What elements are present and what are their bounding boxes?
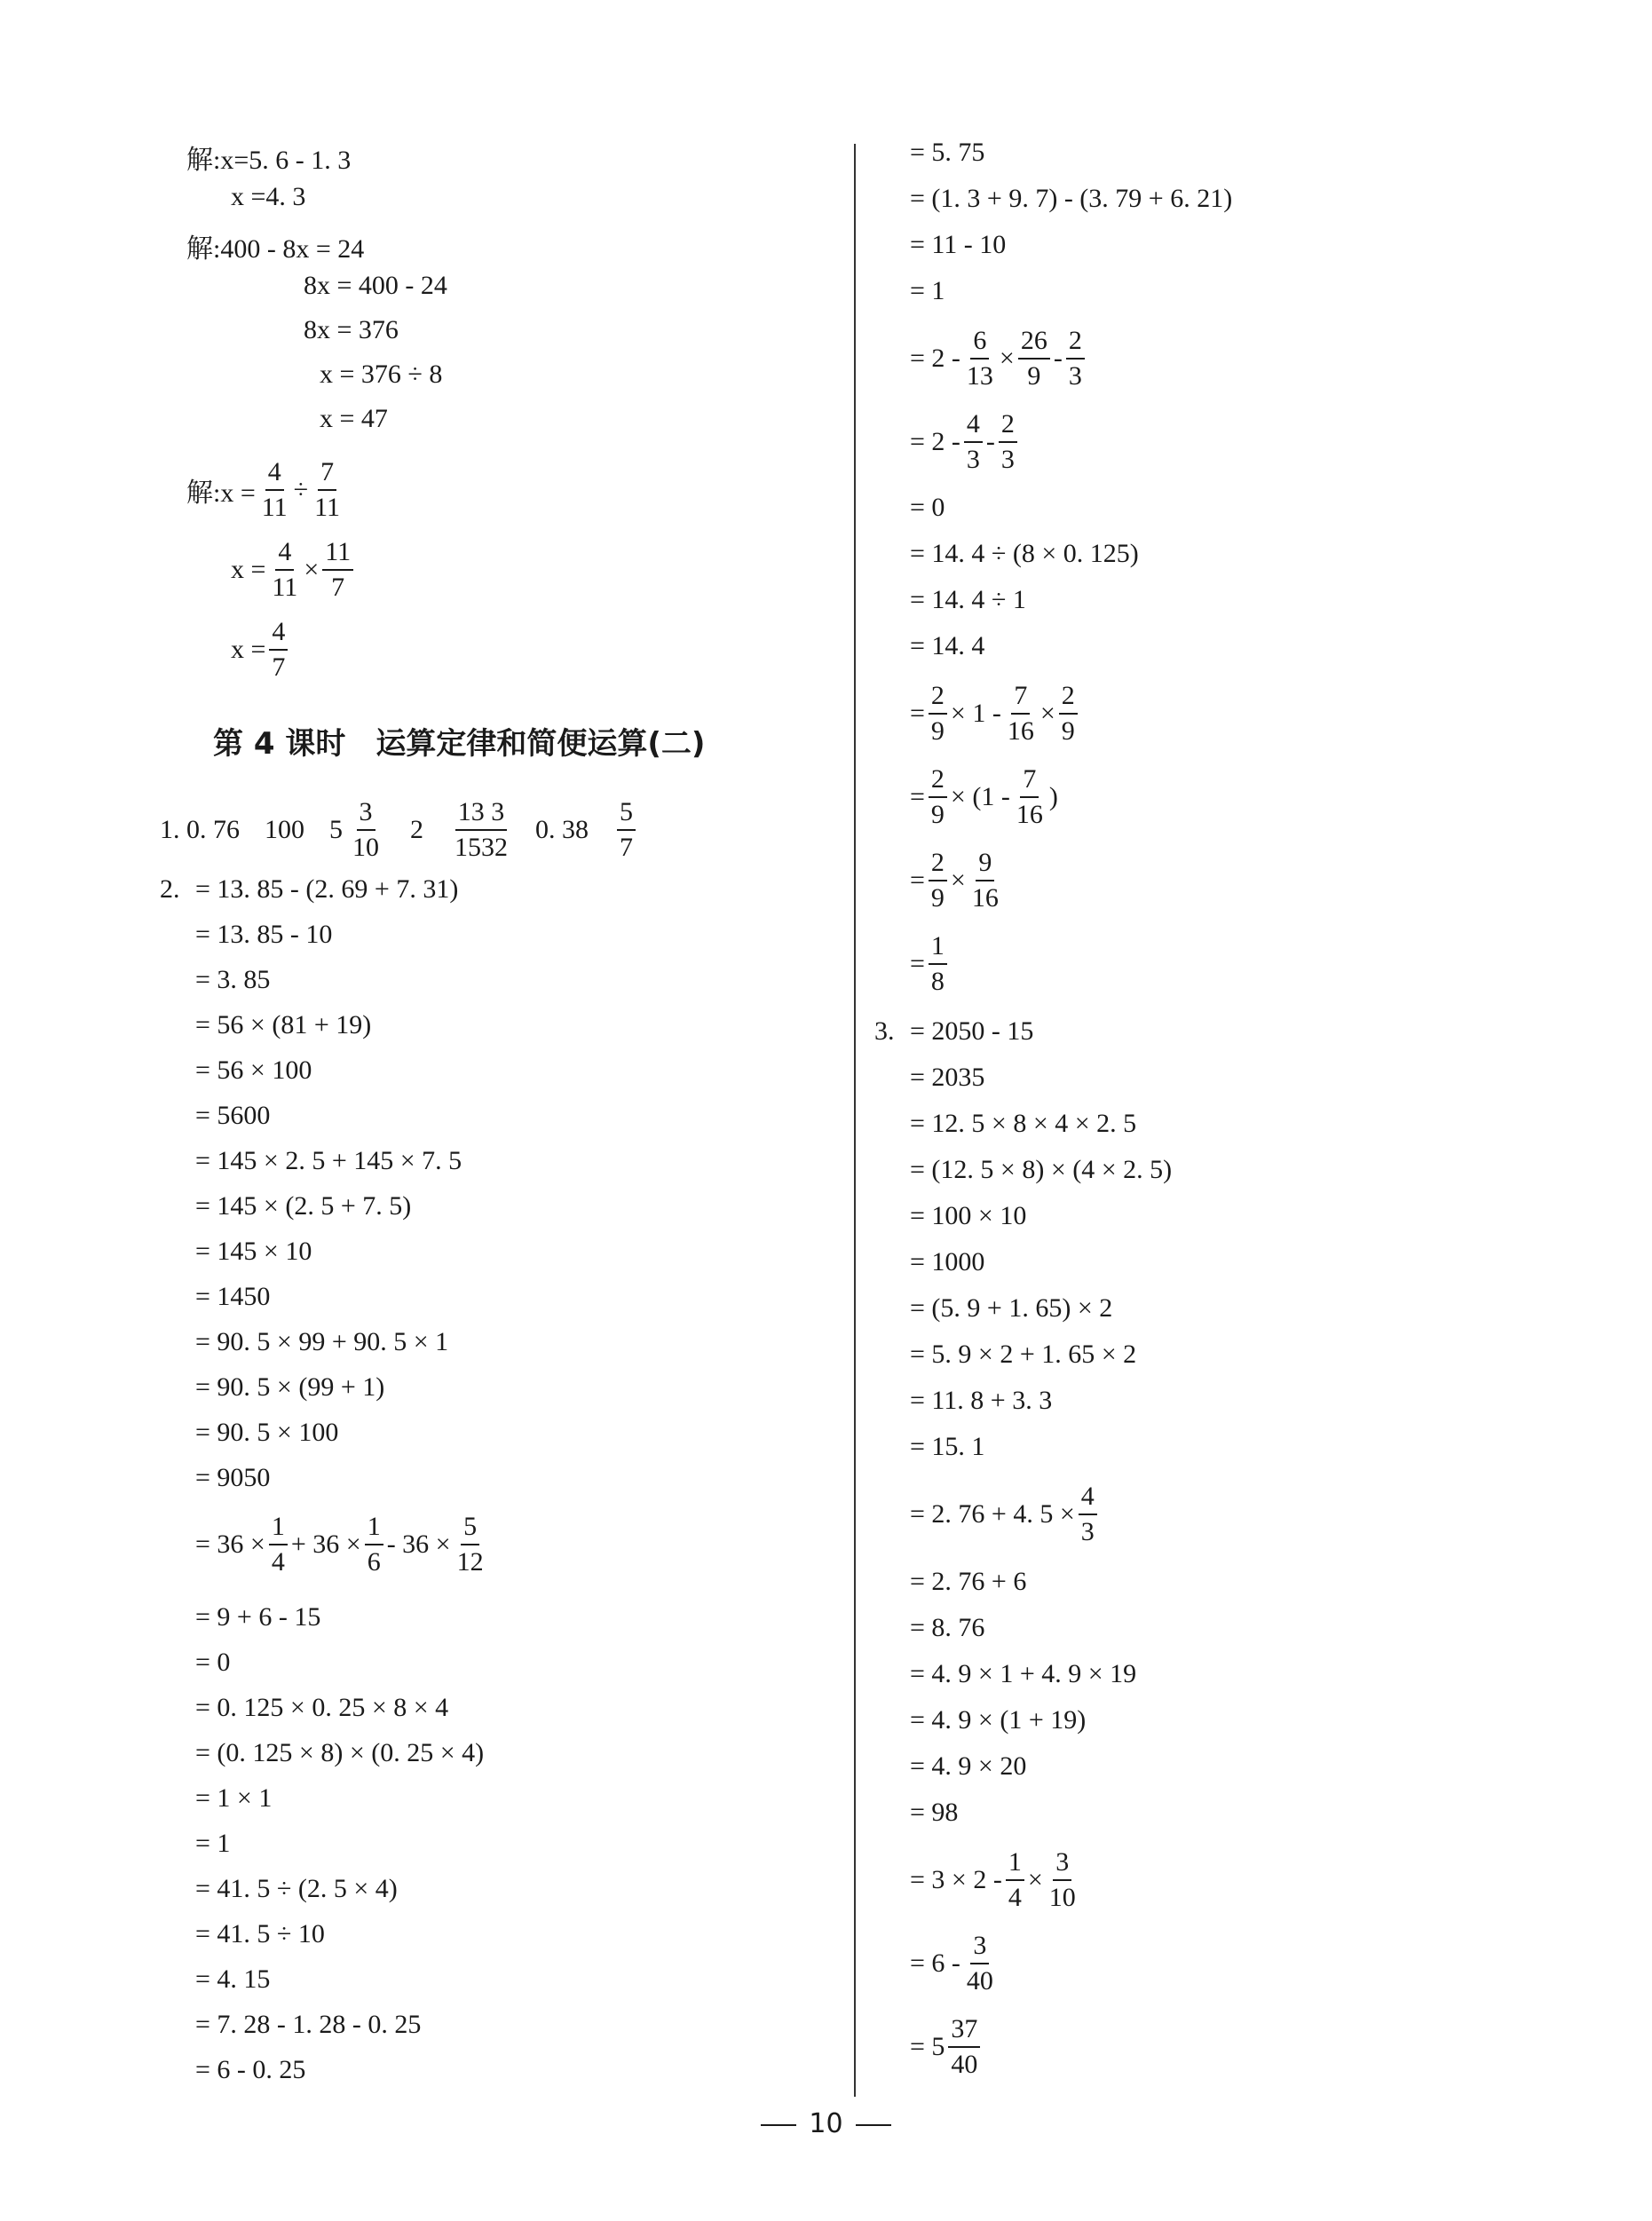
solve-line: x =4. 3: [231, 182, 306, 211]
calc-line: = 13. 85 - (2. 69 + 7. 31): [195, 874, 459, 904]
calc-line: = 5. 9 × 2 + 1. 65 × 2: [910, 1340, 1137, 1369]
calc-line: = 4. 9 × (1 + 19): [910, 1705, 1087, 1735]
calc-line: = (0. 125 × 8) × (0. 25 × 4): [195, 1738, 485, 1767]
calc-line: = (5. 9 + 1. 65) × 2: [910, 1293, 1113, 1323]
calc-line: = 14. 4: [910, 631, 985, 660]
fraction: $\frac{4}{7}$: [269, 619, 288, 681]
answers-line: 1. 0. 76 100 5 $\frac{3}{10}$ 2 $\frac{13 3}{1532}$ 0. 38 $\frac{5}{7}$: [160, 799, 660, 861]
calc-line: = 1: [910, 276, 945, 305]
fraction-line: = 3 × 2 - $\frac{1}{4}$ × $\frac{3}{10}$: [910, 1849, 1082, 1911]
solve-line: x = 47: [320, 404, 388, 433]
calc-line: = 14. 4 ÷ (8 × 0. 125): [910, 539, 1139, 568]
fraction: $\frac{1}{4}$: [1006, 1849, 1024, 1911]
calc-line: = 0: [910, 493, 945, 522]
fraction: $\frac{7}{11}$: [314, 457, 341, 522]
fraction-line: = $\frac{2}{9}$ × (1 - $\frac{7}{16}$ ): [910, 764, 1058, 829]
fraction: $\frac{2}{9}$: [929, 766, 947, 828]
fraction: $\frac{2}{3}$: [1066, 328, 1085, 390]
calc-line: = 145 × (2. 5 + 7. 5): [195, 1191, 412, 1221]
fraction-line: = $\frac{1}{8}$: [910, 933, 951, 995]
calc-line: = 100 × 10: [910, 1201, 1027, 1230]
calc-line: = 2. 76 + 6: [910, 1567, 1027, 1596]
fraction: $\frac{1}{6}$: [365, 1514, 383, 1576]
calc-line: = 7. 28 - 1. 28 - 0. 25: [195, 2010, 422, 2039]
dash-right: [856, 2124, 891, 2126]
fraction: $\frac{2}{9}$: [929, 850, 947, 912]
calc-line: = 41. 5 ÷ (2. 5 × 4): [195, 1874, 398, 1903]
solve-line: 8x = 400 - 24: [304, 271, 447, 300]
solve-line: x = 376 ÷ 8: [320, 360, 443, 389]
calc-line: = 9 + 6 - 15: [195, 1602, 321, 1632]
fraction: $\frac{7}{16}$: [1007, 681, 1034, 746]
calc-line: = 2035: [910, 1063, 985, 1092]
calc-line: = 145 × 10: [195, 1237, 312, 1266]
fraction-line: [186, 459, 346, 521]
fraction-line: = 5 $\frac{37}{40}$: [910, 2016, 984, 2078]
section-heading: 第 4 课时 运算定律和简便运算(二): [213, 726, 706, 762]
prefix: 解:x =: [186, 478, 256, 508]
calc-line: = 98: [910, 1798, 959, 1827]
fraction-line: = $\frac{2}{9}$ × 1 - $\frac{7}{16}$ × $\frac{2}{9}$: [910, 683, 1081, 745]
solve-line: 解:x=5. 6 - 1. 3: [186, 146, 352, 175]
prefix: x =: [231, 635, 266, 664]
question-label: 3.: [874, 1016, 895, 1046]
fraction: $\frac{37}{40}$: [948, 2016, 980, 2078]
calc-line: = 1000: [910, 1247, 985, 1276]
mixed-number: 5 $\frac{3}{10}$: [329, 797, 379, 862]
calc-line: = 13. 85 - 10: [195, 920, 333, 949]
calc-line: = 90. 5 × (99 + 1): [195, 1372, 385, 1402]
fraction: $\frac{5}{7}$: [617, 799, 636, 861]
fraction-line: = 2. 76 + 4. 5 × $\frac{4}{3}$: [910, 1483, 1101, 1545]
calc-line: = 5. 75: [910, 138, 985, 167]
operator: ÷: [293, 475, 309, 504]
fraction: $\frac{7}{16}$: [1016, 764, 1043, 829]
calc-line: = 11. 8 + 3. 3: [910, 1386, 1053, 1415]
fraction: $\frac{2}{9}$: [929, 683, 947, 745]
calc-line: = 12. 5 × 8 × 4 × 2. 5: [910, 1109, 1137, 1138]
calc-line: = (12. 5 × 8) × (4 × 2. 5): [910, 1155, 1173, 1184]
calc-line: = 4. 9 × 1 + 4. 9 × 19: [910, 1659, 1137, 1688]
calc-line: = 6 - 0. 25: [195, 2055, 306, 2084]
column-divider: [854, 144, 856, 2097]
fraction: $\frac{5}{12}$: [456, 1512, 484, 1577]
calc-line: = 41. 5 ÷ 10: [195, 1919, 325, 1948]
fraction-line: = 6 - $\frac{3}{40}$: [910, 1933, 1000, 1995]
calc-line: = 90. 5 × 100: [195, 1418, 339, 1447]
calc-line: = 4. 15: [195, 1964, 271, 1994]
fraction: $\frac{13 3}{1532}$: [454, 797, 508, 862]
calc-line: = 0. 125 × 0. 25 × 8 × 4: [195, 1693, 449, 1722]
fraction: $\frac{3}{10}$: [1048, 1847, 1076, 1912]
calc-line: = 8. 76: [910, 1613, 985, 1642]
calc-line: = 90. 5 × 99 + 90. 5 × 1: [195, 1327, 449, 1356]
calc-line: = 11 - 10: [910, 230, 1007, 259]
calc-line: = 15. 1: [910, 1432, 985, 1461]
fraction: $\frac{2}{9}$: [1059, 683, 1078, 745]
fraction: $\frac{1}{4}$: [269, 1514, 288, 1576]
calc-line: = 56 × 100: [195, 1055, 312, 1085]
solve-line: 8x = 376: [304, 315, 399, 344]
calc-line: = 14. 4 ÷ 1: [910, 585, 1026, 614]
fraction: $\frac{4}{3}$: [964, 411, 983, 473]
fraction-line: = 2 - $\frac{6}{13}$ × $\frac{26}{9}$ - $\frac{2}{3}$: [910, 328, 1088, 390]
calc-line: = 1450: [195, 1282, 271, 1311]
solve-line: 解:400 - 8x = 24: [186, 234, 365, 264]
fraction-line: = 36 × $\frac{1}{4}$ + 36 × $\frac{1}{6}$ - 36 × $\frac{5}{12}$: [195, 1514, 490, 1576]
fraction-line: = $\frac{2}{9}$ × $\frac{9}{16}$: [910, 850, 1005, 912]
fraction: $\frac{9}{16}$: [971, 848, 999, 913]
dash-left: [761, 2124, 796, 2126]
fraction-line: [231, 619, 291, 681]
calc-line: = (1. 3 + 9. 7) - (3. 79 + 6. 21): [910, 184, 1233, 213]
calc-line: = 145 × 2. 5 + 145 × 7. 5: [195, 1146, 462, 1175]
fraction: $\frac{1}{8}$: [929, 933, 947, 995]
fraction: $\frac{11}{7}$: [322, 539, 353, 601]
calc-line: = 1: [195, 1829, 231, 1858]
page-number: 10: [0, 2108, 1652, 2139]
fraction-line: [231, 539, 357, 601]
calc-line: = 4. 9 × 20: [910, 1751, 1027, 1781]
calc-line: = 56 × (81 + 19): [195, 1010, 372, 1039]
fraction: $\frac{2}{3}$: [999, 411, 1017, 473]
calc-line: = 1 × 1: [195, 1783, 273, 1813]
prefix: x =: [231, 555, 266, 584]
fraction: $\frac{6}{13}$: [966, 326, 993, 391]
fraction: $\frac{4}{11}$: [261, 457, 288, 522]
fraction-line: = 2 - $\frac{4}{3}$ - $\frac{2}{3}$: [910, 411, 1021, 473]
operator: ×: [304, 555, 320, 584]
fraction: $\frac{26}{9}$: [1018, 328, 1050, 390]
calc-line: = 0: [195, 1648, 231, 1677]
fraction: $\frac{4}{11}$: [272, 537, 298, 602]
calc-line: = 2050 - 15: [910, 1016, 1034, 1046]
fraction: $\frac{3}{40}$: [966, 1931, 993, 1996]
fraction: $\frac{4}{3}$: [1079, 1483, 1097, 1545]
calc-line: = 9050: [195, 1463, 271, 1492]
question-label: 2.: [160, 874, 180, 904]
calc-line: = 3. 85: [195, 965, 271, 994]
calc-line: = 5600: [195, 1101, 271, 1130]
